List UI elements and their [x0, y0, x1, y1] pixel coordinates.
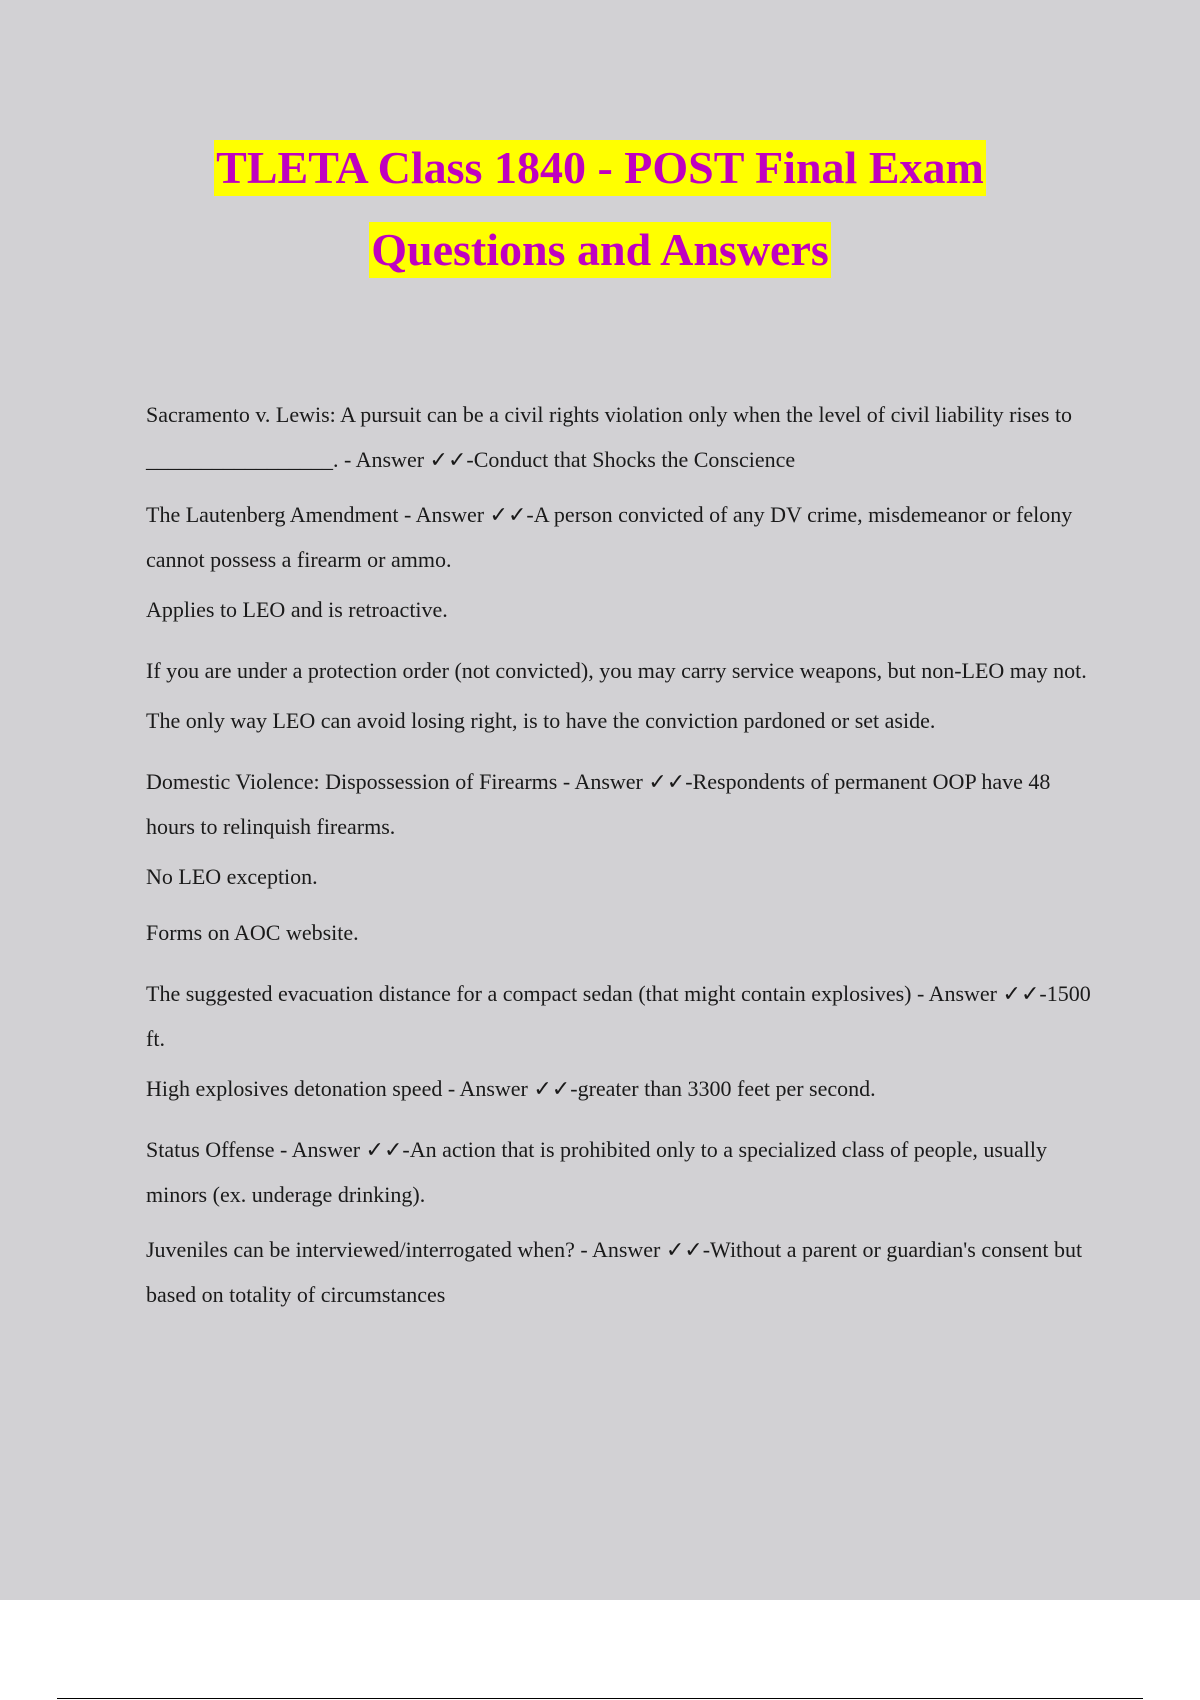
qa-paragraph: Sacramento v. Lewis: A pursuit can be a civil rights violation only when the level of civil liability rises to _________________. - Answer ✓✓-Conduct that Shocks the Conscience — [146, 402, 1073, 472]
qa-paragraph: Forms on AOC website. — [146, 920, 359, 945]
footer-divider — [57, 1698, 1143, 1699]
title-line-2: Questions and Answers — [369, 222, 831, 278]
qa-paragraph: If you are under a protection order (not convicted), you may carry service weapons, but non-LEO may not. — [146, 658, 1087, 683]
title-line-1: TLETA Class 1840 - POST Final Exam — [214, 140, 986, 196]
qa-paragraph: Applies to LEO and is retroactive. — [146, 597, 448, 622]
document-title — [0, 140, 1200, 304]
qa-paragraph: No LEO exception. — [146, 864, 318, 889]
qa-paragraph: The suggested evacuation distance for a compact sedan (that might contain explosives) - Answer ✓✓-1500 ft. — [146, 981, 1091, 1051]
qa-paragraph: High explosives detonation speed - Answer ✓✓-greater than 3300 feet per second. — [146, 1076, 876, 1101]
qa-content — [146, 392, 1096, 1327]
qa-paragraph: The Lautenberg Amendment - Answer ✓✓-A person convicted of any DV crime, misdemeanor or felony cannot possess a firearm or ammo. — [146, 502, 1073, 572]
qa-paragraph: The only way LEO can avoid losing right, is to have the conviction pardoned or set aside. — [146, 708, 936, 733]
qa-paragraph: Status Offense - Answer ✓✓-An action that is prohibited only to a specialized class of people, usually minors (ex. underage drinking). — [146, 1137, 1047, 1207]
qa-paragraph: Domestic Violence: Dispossession of Firearms - Answer ✓✓-Respondents of permanent OOP have 48 hours to relinquish firearms. — [146, 769, 1051, 839]
qa-paragraph: Juveniles can be interviewed/interrogated when? - Answer ✓✓-Without a parent or guardian's consent but based on totality of circumstances — [146, 1237, 1083, 1307]
